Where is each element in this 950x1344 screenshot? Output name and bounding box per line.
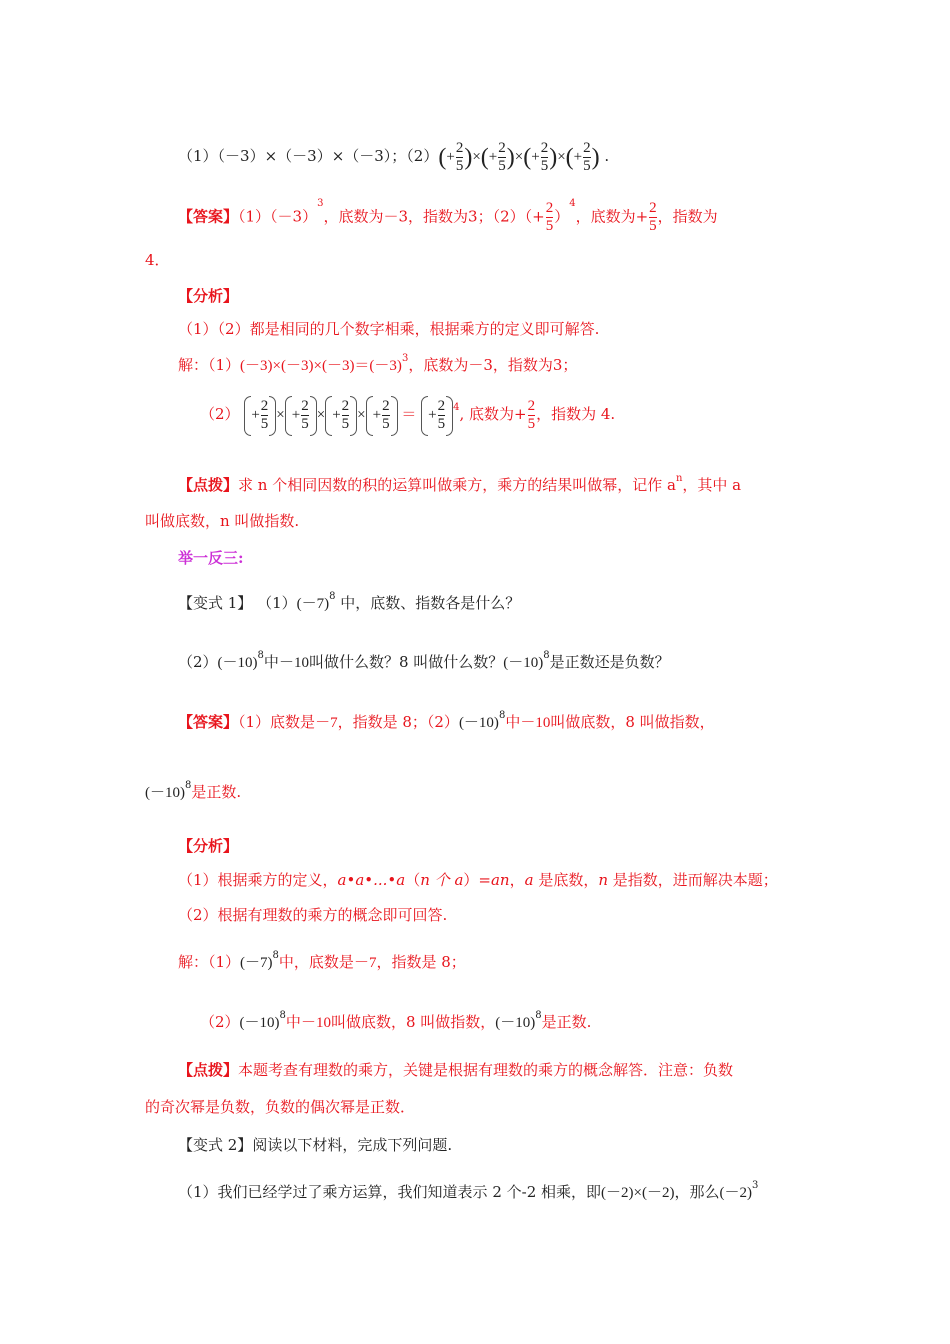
fraction-product: (+ $\frac{2}{5}$ )×(+ $\frac{2}{5}$ )×(+ $\frac{2}{5}$ )×(+ $\frac{2}{5}$ ) <box>438 140 600 174</box>
variant-2-line-1: （1）我们已经学过了乘方运算，我们知道表示 2 个-2 相乘，即(－2)×(－2)，那么$(-2)^3$ <box>178 1180 759 1201</box>
big-fraction-product: + $\frac{2}{5}$ × + $\frac{2}{5}$ × + $\frac{2}{5}$ × + $\frac{2}{5}$ <box>244 407 401 423</box>
answer-2-cont: $(-10)^8$是正数. <box>145 780 242 801</box>
analysis-2-line-2: （2）根据有理数的乘方的概念即可回答. <box>178 906 448 924</box>
solution-line-2: （2） + $\frac{2}{5}$ × + $\frac{2}{5}$ × + $\frac{2}{5}$ × + $\frac{2}{5}$ ＝ + $\frac{2}{5}$ $^4$, 底数为+ $\frac{2}{5}$ ，指数为 4. <box>200 394 615 436</box>
variant-2-intro: 【变式 2】阅读以下材料，完成下列问题. <box>178 1136 453 1154</box>
tip-2-cont: 的奇次幂是负数，负数的偶次幂是正数． <box>145 1098 416 1116</box>
answer-tag: 【答案】 <box>178 207 239 226</box>
answer-2: 【答案】（1）底数是－7，指数是 8；$(2)(-10)^8$中－10叫做底数，8 叫做指数， <box>178 710 715 731</box>
question-line: （1）（－3）×（－3）×（－3）；（2）(+ $\frac{2}{5}$ )×(+ $\frac{2}{5}$ )×(+ $\frac{2}{5}$ )×(+ $\frac{2}{5}$ ) . <box>178 140 610 174</box>
solution-line-1: 解：$(1)(-3)\times(-3)\times(-3)=(-3)^3$，底数为－3，指数为3； <box>178 353 578 374</box>
tip-1-cont: 叫做底数，n 叫做指数. <box>145 512 300 530</box>
question-part1: （1）（－3）×（－3）×（－3）；（2） <box>178 146 439 165</box>
tip-1: 【点拨】求 n 个相同因数的积的运算叫做乘方，乘方的结果叫做幂，记作 $a^n$，其中 a <box>178 473 742 494</box>
analysis-2-line-1: （1）根据乘方的定义，a•a•...•a（n 个 a）=an，a 是底数，n 是指数，进而解决本题； <box>178 871 778 889</box>
solution-2-line-2: $(2)(-10)^8$中－10叫做底数，8 叫做指数，$(-10)^8$是正数. <box>200 1010 592 1031</box>
answer-1: 【答案】$(1)(-3)^3$，底数为－3，指数为3；（2）（+ $\frac{2}{5}$ ）$^4$，底数为+ $\frac{2}{5}$ ，指数为 <box>178 198 718 234</box>
variant-1-q1: 【变式 1】 $(1)(-7)^8$ 中，底数、指数各是什么？ <box>178 591 521 612</box>
section-heading: 举一反三: <box>178 549 244 567</box>
solution-2-line-1: 解：$(1)(-7)^8$中，底数是－7，指数是 8； <box>178 950 466 971</box>
analysis-tag: 【分析】 <box>178 287 239 305</box>
analysis-2-tag: 【分析】 <box>178 837 239 855</box>
analysis-line-1: （1）（2）都是相同的几个数字相乘，根据乘方的定义即可解答. <box>178 320 600 338</box>
answer-1-cont: 4． <box>145 251 170 269</box>
variant-1-q2: $(2)(-10)^8$中－10叫做什么数？8 叫做什么数？$(-10)^8$是正数还是负数？ <box>178 650 670 671</box>
tip-2: 【点拨】本题考查有理数的乘方，关键是根据有理数的乘方的概念解答．注意：负数 <box>178 1061 734 1079</box>
